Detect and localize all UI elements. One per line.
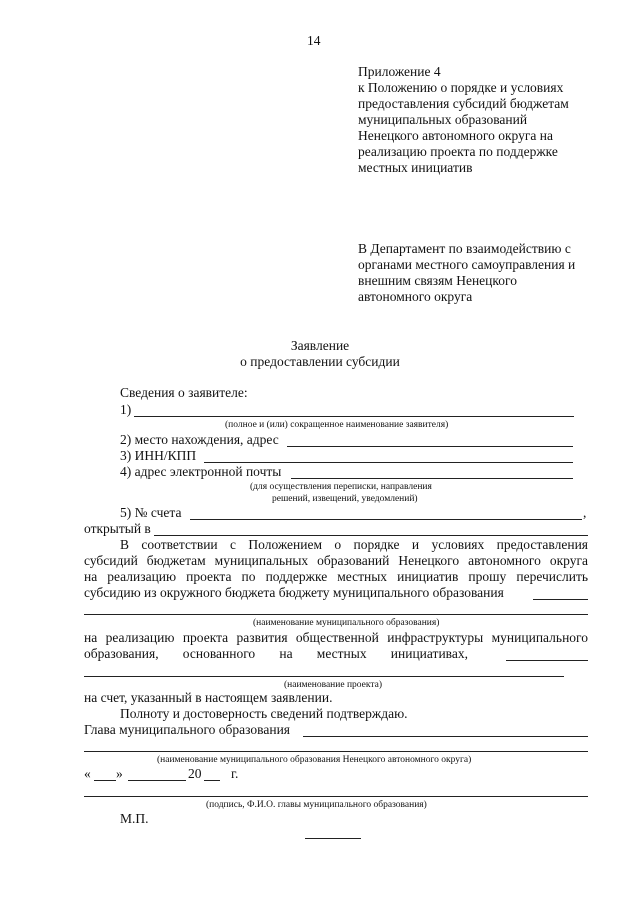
document-title: Заявление <box>290 338 350 353</box>
project-paragraph-line: на реализацию проекта развития общественной инфраструктуры муниципального <box>84 630 588 645</box>
municipality-caption: (наименование муниципального образования) <box>253 618 440 628</box>
head-label: Глава муниципального образования <box>84 722 291 737</box>
applicant-name-field[interactable] <box>134 416 574 417</box>
appendix-line: Ненецкого автономного округа на <box>358 128 553 143</box>
project-paragraph-line: образования, основанного на местных инициативах, <box>84 646 468 661</box>
municipality-field-start[interactable] <box>533 599 588 600</box>
date-quote-open: « <box>84 766 91 781</box>
inn-kpp-field[interactable] <box>204 462 573 463</box>
item5-label: 5) № счета <box>120 505 182 520</box>
project-caption: (наименование проекта) <box>284 680 383 690</box>
date-day-field[interactable] <box>94 780 116 781</box>
head-field[interactable] <box>84 751 588 752</box>
date-year-field[interactable] <box>204 780 220 781</box>
item3-label: 3) ИНН/КПП <box>120 448 197 463</box>
appendix-line: местных инициатив <box>358 160 473 175</box>
request-paragraph-line: субсидию из окружного бюджета бюджету муниципального образования <box>84 585 504 600</box>
municipality-field[interactable] <box>84 614 588 615</box>
request-paragraph-line: субсидий бюджетам муниципальных образований Ненецкого автономного округа <box>84 553 588 568</box>
project-field-start[interactable] <box>506 660 588 661</box>
appendix-line: к Положению о порядке и условиях <box>358 80 564 95</box>
document-subtitle: о предоставлении субсидии <box>240 354 400 369</box>
date-year-prefix: 20 <box>188 766 202 781</box>
stamp-label: М.П. <box>120 811 149 826</box>
item4-label: 4) адрес электронной почты <box>120 464 282 479</box>
appendix-line: муниципальных образований <box>358 112 528 127</box>
item2-label: 2) место нахождения, адрес <box>120 432 279 447</box>
addressee-line: В Департамент по взаимодействию с <box>358 241 571 256</box>
appendix-line: предоставления субсидий бюджетам <box>358 96 569 111</box>
end-divider <box>305 838 361 839</box>
request-paragraph-line: В соответствии с Положением о порядке и условиях предоставления <box>120 537 588 552</box>
date-quote-close: » <box>116 766 123 781</box>
head-field-start[interactable] <box>303 736 588 737</box>
email-caption: решений, извещений, уведомлений) <box>272 494 418 504</box>
addressee-line: внешним связям Ненецкого <box>358 273 517 288</box>
item1-label: 1) <box>120 402 132 417</box>
head-caption: (наименование муниципального образования Ненецкого автономного округа) <box>157 755 472 765</box>
account-comma: , <box>583 505 587 520</box>
bank-field[interactable] <box>154 535 588 536</box>
applicant-info-label: Сведения о заявителе: <box>120 385 248 400</box>
page-number: 14 <box>307 33 321 48</box>
date-year-suffix: г. <box>231 766 239 781</box>
project-field[interactable] <box>84 676 564 677</box>
request-paragraph-line: на реализацию проекта по поддержке местных инициатив прошу перечислить <box>84 569 588 584</box>
appendix-line: Приложение 4 <box>358 64 441 79</box>
account-line: на счет, указанный в настоящем заявлении. <box>84 690 333 705</box>
date-month-field[interactable] <box>128 780 186 781</box>
opened-in-label: открытый в <box>84 521 151 536</box>
signature-caption: (подпись, Ф.И.О. главы муниципального образования) <box>206 800 427 810</box>
address-field[interactable] <box>287 446 573 447</box>
addressee-line: органами местного самоуправления и <box>358 257 576 272</box>
appendix-line: реализацию проекта по поддержке <box>358 144 558 159</box>
account-number-field[interactable] <box>190 519 582 520</box>
email-caption: (для осуществления переписки, направления <box>250 482 432 492</box>
applicant-name-caption: (полное и (или) сокращенное наименование заявителя) <box>225 420 449 430</box>
confirmation-text: Полноту и достоверность сведений подтверждаю. <box>120 706 408 721</box>
addressee-line: автономного округа <box>358 289 473 304</box>
signature-field[interactable] <box>84 796 588 797</box>
email-field[interactable] <box>291 478 573 479</box>
